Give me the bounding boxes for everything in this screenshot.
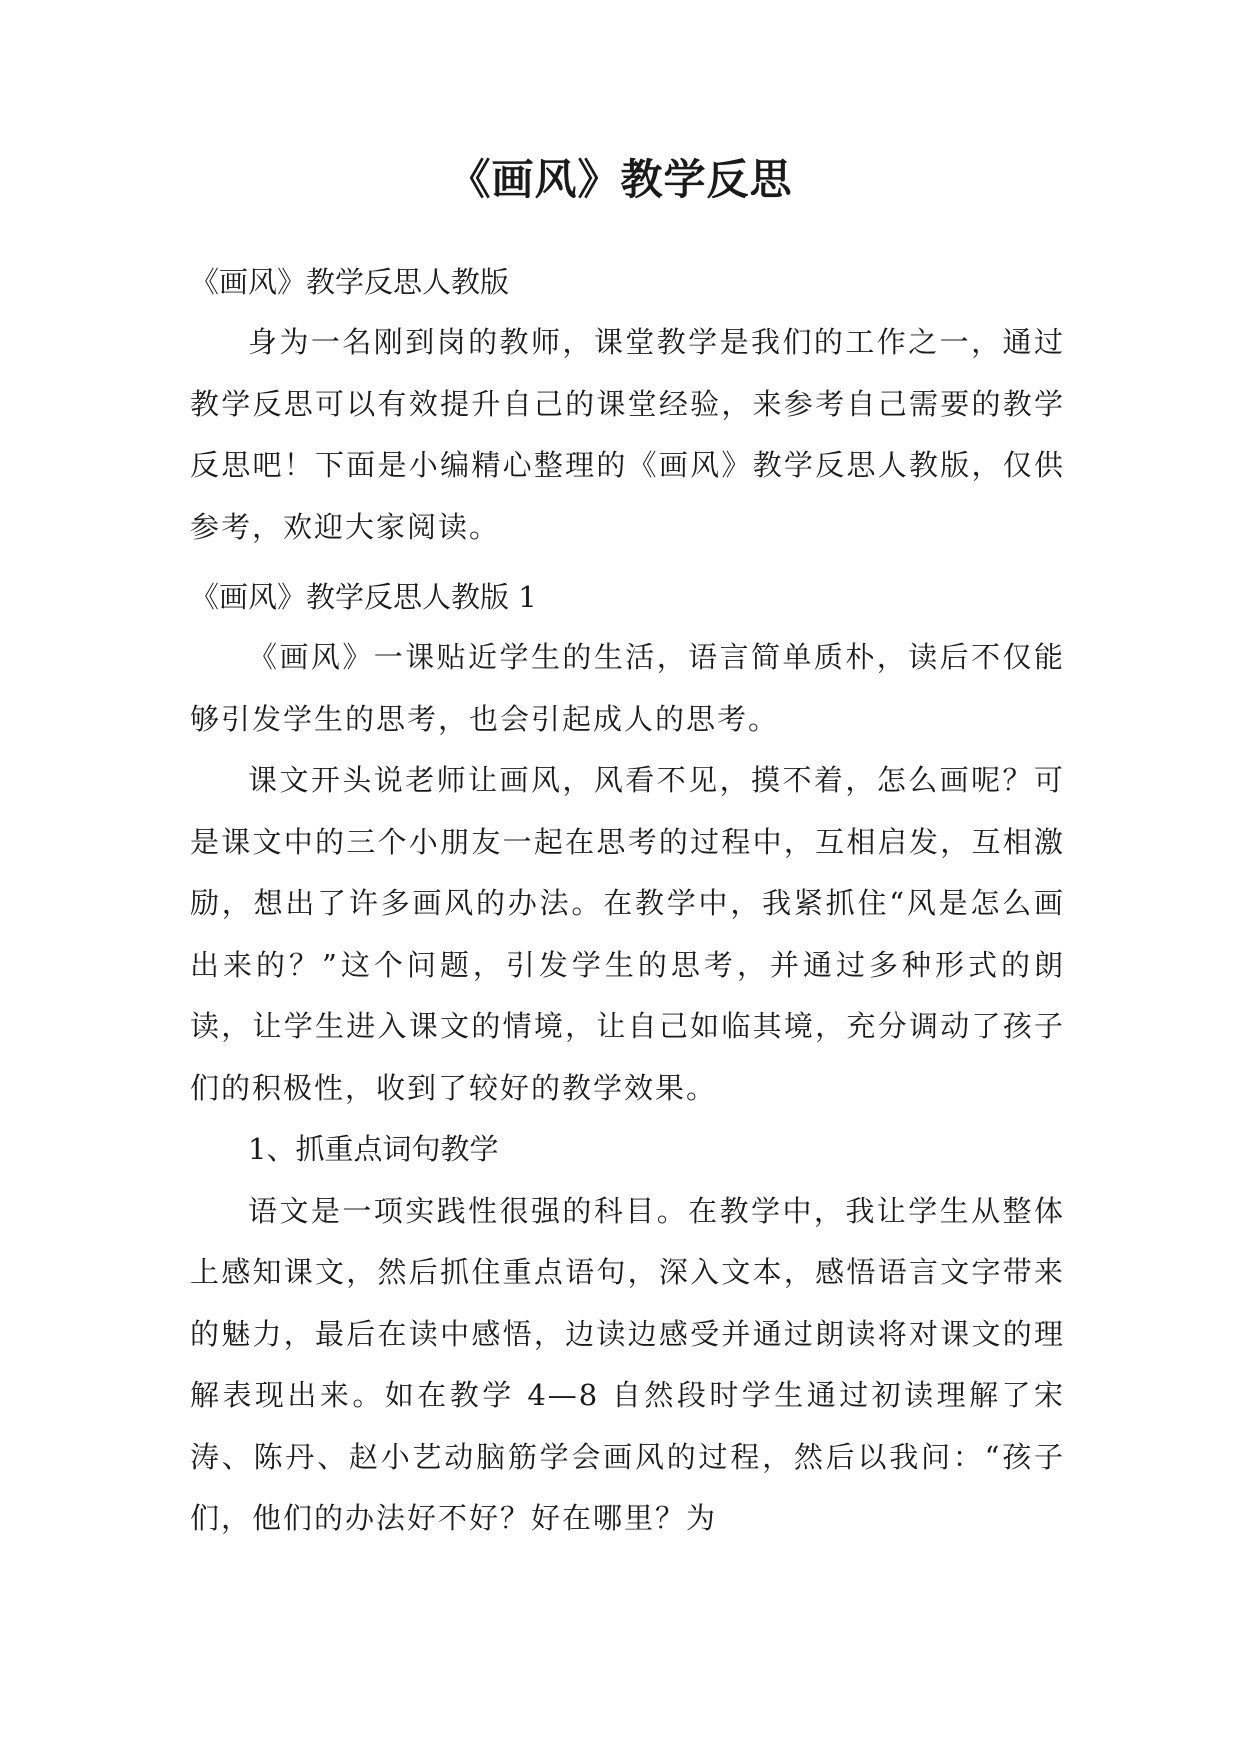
section-1-paragraph-2: 课文开头说老师让画风，风看不见，摸不着，怎么画呢？可是课文中的三个小朋友一起在思考的过程中，互相启发，互相激励，想出了许多画风的办法。在教学中，我紧抓住“风是怎么画出来的？”这个问题，引发学生的思考，并通过多种形式的朗读，让学生进入课文的情境，让自己如临其境，充分调动了孩子们的积极性，收到了较好的教学效果。 (190, 763, 1065, 1105)
section-1-item-1-paragraph: 语文是一项实践性很强的科目。在教学中，我让学生从整体上感知课文，然后抓住重点语句，深入文本，感悟语言文字带来的魅力，最后在读中感悟，边读边感受并通过朗读将对课文的理解表现出来。如在教学 4—8 自然段时学生通过初读理解了宋涛、陈丹、赵小艺动脑筋学会画风的过程，然后以我问：“孩子们，他们的办法好不好？好在哪里？为 (190, 1193, 1065, 1535)
section-1-item-1: 1、抓重点词句教学 (248, 1132, 499, 1166)
intro-block (190, 262, 1065, 558)
intro-paragraph: 身为一名刚到岗的教师，课堂教学是我们的工作之一，通过教学反思可以有效提升自己的课堂经验，来参考自己需要的教学反思吧！下面是小编精心整理的《画风》教学反思人教版，仅供参考，欢迎大家阅读。 (190, 325, 1065, 544)
section-1-paragraph-1: 《画风》一课贴近学生的生活，语言简单质朴，读后不仅能够引发学生的思考，也会引起成人的思考。 (190, 640, 1065, 736)
section-1-heading: 《画风》教学反思人教版 1 (190, 580, 537, 614)
intro-heading: 《画风》教学反思人教版 (190, 265, 510, 299)
section-1 (190, 577, 1065, 1550)
document-title: 《画风》教学反思 (448, 155, 793, 204)
